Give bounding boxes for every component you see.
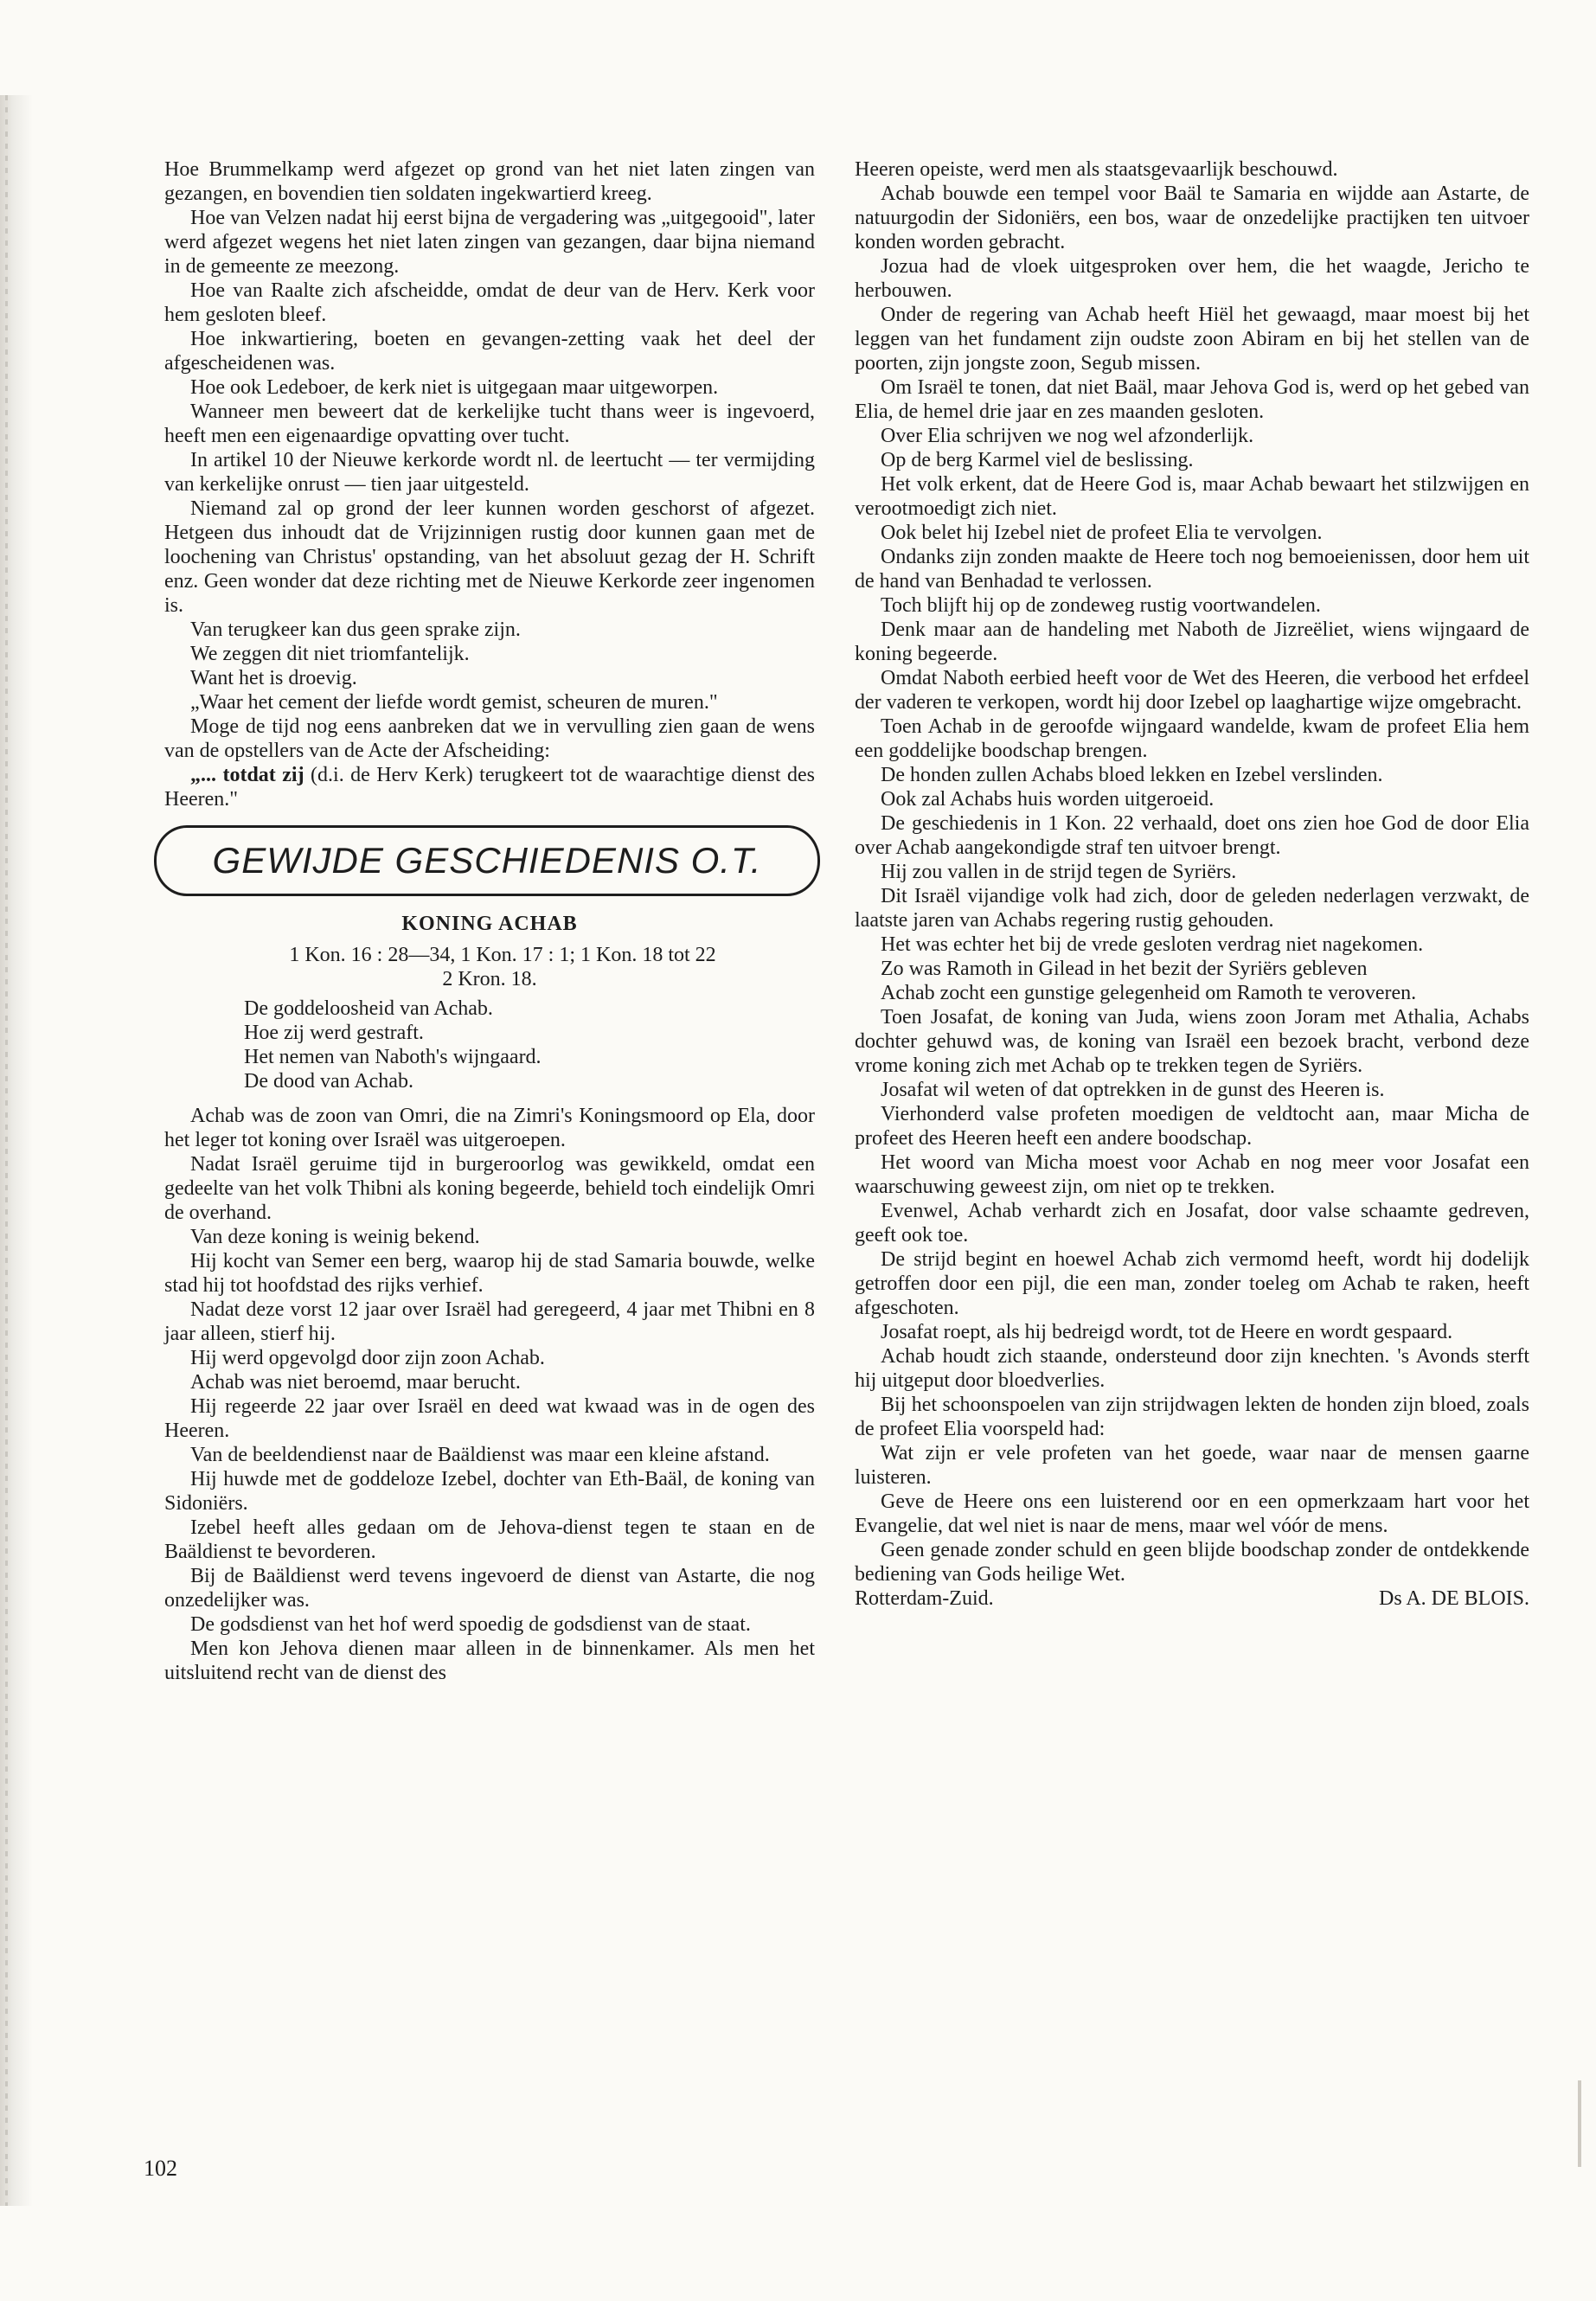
paragraph: Van terugkeer kan dus geen sprake zijn. — [190, 619, 521, 641]
paragraph: Geen genade zonder schuld en geen blijde boodschap zonder de ontdekkende bediening van Gods heilige Wet. — [855, 1539, 1529, 1586]
paragraph: Jozua had de vloek uitgesproken over hem, die het waagde, Jericho te herbouwen. — [855, 255, 1529, 302]
left-column — [164, 157, 815, 1685]
paragraph: Bij de Baäldienst werd tevens ingevoerd de dienst van Astarte, die nog onzedelijker was. — [164, 1565, 815, 1612]
paragraph: Hij zou vallen in de strijd tegen de Syriërs. — [881, 861, 1237, 883]
outline-item: De dood van Achab. — [244, 1070, 413, 1093]
paragraph: Denk maar aan de handeling met Naboth de Jizreëliet, wiens wijngaard de koning begeerde. — [855, 619, 1529, 665]
acte-quote-bold: „... totdat zij — [190, 764, 304, 786]
paragraph: Hoe Brummelkamp werd afgezet op grond van het niet laten zingen van gezangen, en bovendien tien soldaten ingekwartierd kreeg. — [164, 158, 815, 205]
paragraph: De geschiedenis in 1 Kon. 22 verhaald, doet ons zien hoe God de door Elia over Achab aangekondigde straf ten uitvoer brengt. — [855, 812, 1529, 859]
left-column-bottom-text — [164, 1104, 815, 1685]
paragraph: Hij huwde met de goddeloze Izebel, dochter van Eth-Baäl, de koning van Sidoniërs. — [164, 1468, 815, 1515]
paragraph: Hoe van Velzen nadat hij eerst bijna de vergadering was „uitgegooid", later werd afgezet wegens het niet laten zingen van gezangen, daar bijna niemand in de gemeente ze meezong. — [164, 207, 815, 278]
paragraph: Niemand zal op grond der leer kunnen worden geschorst of afgezet. Hetgeen dus inhoudt dat de Vrijzinnigen rustig door kunnen gaan met de loochening van Christus' opstanding, van het absoluut gezag der H. Schrift enz. Geen wonder dat deze richting met de Nieuwe Kerkorde zeer ingenomen is. — [164, 497, 815, 617]
paragraph: Van de beeldendienst naar de Baäldienst was maar een kleine afstand. — [190, 1444, 770, 1466]
paragraph: Nadat Israël geruime tijd in burgeroorlog was gewikkeld, omdat een gedeelte van het volk Thibni als koning begeerde, behield toch eindelijk Omri de overhand. — [164, 1153, 815, 1224]
scan-edge-mark — [1578, 2080, 1581, 2167]
paragraph: Over Elia schrijven we nog wel afzonderlijk. — [881, 425, 1254, 447]
signature-place: Rotterdam-Zuid. — [855, 1587, 994, 1610]
acte-quote — [164, 763, 815, 811]
scanned-page-edge — [0, 95, 33, 2206]
paragraph: De strijd begint en hoewel Achab zich vermomd heeft, wordt hij dodelijk getroffen door een pijl, die een man, zonder toeleg om Achab te raken, heeft afgeschoten. — [855, 1248, 1529, 1319]
paragraph: Moge de tijd nog eens aanbreken dat we in vervulling zien gaan de wens van de opstellers van de Acte der Afscheiding: — [164, 715, 815, 762]
paragraph: Van deze koning is weinig bekend. — [190, 1226, 480, 1248]
paragraph: Achab houdt zich staande, ondersteund door zijn knechten. 's Avonds sterft hij uitgeput door bloedverlies. — [855, 1345, 1529, 1392]
section-banner: GEWIJDE GESCHIEDENIS O.T. — [154, 825, 820, 896]
paragraph: Dit Israël vijandige volk had zich, door de geleden nederlagen verzwakt, de laatste jaren van Achabs regering rustig gehouden. — [855, 885, 1529, 932]
paragraph: Ook belet hij Izebel niet de profeet Elia te vervolgen. — [881, 522, 1323, 544]
signature — [855, 1586, 1529, 1611]
paragraph: Het woord van Micha moest voor Achab en nog meer voor Josafat een waarschuwing geweest zijn, om niet op te trekken. — [855, 1151, 1529, 1198]
paragraph: Bij het schoonspoelen van zijn strijdwagen lekten de honden zijn bloed, zoals de profeet Elia voorspeld had: — [855, 1394, 1529, 1440]
paragraph: Hoe ook Ledeboer, de kerk niet is uitgegaan maar uitgeworpen. — [190, 376, 719, 399]
article-outline — [244, 997, 815, 1093]
paragraph: Achab zocht een gunstige gelegenheid om Ramoth te veroveren. — [881, 982, 1417, 1004]
paragraph: Geve de Heere ons een luisterend oor en een opmerkzaam hart voor het Evangelie, dat wel niet is naar de mens, maar wel vóór de mens. — [855, 1490, 1529, 1537]
paragraph: Toch blijft hij op de zondeweg rustig voortwandelen. — [881, 594, 1321, 617]
paragraph: Zo was Ramoth in Gilead in het bezit der Syriërs gebleven — [881, 958, 1368, 980]
paragraph: Ondanks zijn zonden maakte de Heere toch nog bemoeienissen, door hem uit de hand van Benhadad te verlossen. — [855, 546, 1529, 593]
paragraph: Het volk erkent, dat de Heere God is, maar Achab bewaart het stilzwijgen en verootmoedigt zich niet. — [855, 473, 1529, 520]
paragraph: Het was echter het bij de vrede gesloten verdrag niet nagekomen. — [881, 933, 1424, 956]
bible-references-line-2: 2 Kron. 18. — [442, 968, 537, 990]
outline-item: Hoe zij werd gestraft. — [244, 1022, 424, 1044]
paragraph: Evenwel, Achab verhardt zich en Josafat, door valse schaamte gedreven, geeft ook toe. — [855, 1200, 1529, 1247]
article-title: KONING ACHAB — [401, 913, 578, 935]
paragraph: Izebel heeft alles gedaan om de Jehova-dienst tegen te staan en de Baäldienst te bevorderen. — [164, 1516, 815, 1563]
paragraph: Om Israël te tonen, dat niet Baäl, maar Jehova God is, werd op het gebed van Elia, de hemel drie jaar en zes maanden gesloten. — [855, 376, 1529, 423]
acte-quote-rest: (d.i. de Herv Kerk) terugkeert tot de waarachtige dienst des Heeren." — [164, 764, 816, 811]
paragraph: Ook zal Achabs huis worden uitgeroeid. — [881, 788, 1215, 811]
paragraph: Toen Achab in de geroofde wijngaard wandelde, kwam de profeet Elia hem een goddelijke boodschap brengen. — [855, 715, 1529, 762]
paragraph: Op de berg Karmel viel de beslissing. — [881, 449, 1194, 471]
paragraph: Wanneer men beweert dat de kerkelijke tucht thans weer is ingevoerd, heeft men een eigenaardige opvatting over tucht. — [164, 401, 815, 447]
paragraph: Men kon Jehova dienen maar alleen in de binnenkamer. Als men het uitsluitend recht van de dienst des — [164, 1638, 815, 1684]
outline-item: De goddeloosheid van Achab. — [244, 997, 493, 1020]
paragraph: Hoe inkwartiering, boeten en gevangen-zetting vaak het deel der afgescheidenen was. — [164, 328, 815, 375]
paragraph: Wat zijn er vele profeten van het goede, waar naar de mensen gaarne luisteren. — [855, 1442, 1529, 1489]
outline-item: Het nemen van Naboth's wijngaard. — [244, 1046, 542, 1068]
paragraph: Vierhonderd valse profeten moedigen de veldtocht aan, maar Micha de profeet des Heeren heeft een andere boodschap. — [855, 1103, 1529, 1150]
paragraph: In artikel 10 der Nieuwe kerkorde wordt nl. de leertucht — ter vermijding van kerkelijke onrust — tien jaar uitgesteld. — [164, 449, 815, 496]
paragraph: Achab was de zoon van Omri, die na Zimri's Koningsmoord op Ela, door het leger tot koning over Israël was uitgeroepen. — [164, 1105, 815, 1151]
paragraph: Heeren opeiste, werd men als staatsgevaarlijk beschouwd. — [855, 158, 1338, 181]
paragraph: De honden zullen Achabs bloed lekken en Izebel verslinden. — [881, 764, 1383, 786]
paragraph: We zeggen dit niet triomfantelijk. — [190, 643, 470, 665]
signature-author: Ds A. DE BLOIS. — [1378, 1587, 1529, 1610]
right-column — [855, 157, 1529, 1611]
paragraph: Hoe van Raalte zich afscheidde, omdat de deur van de Herv. Kerk voor hem gesloten bleef. — [164, 279, 815, 326]
paragraph: Omdat Naboth eerbied heeft voor de Wet des Heeren, die verbood het erfdeel der vaderen te verkopen, wordt hij door Izebel op laaghartige wijze omgebracht. — [855, 667, 1529, 714]
paragraph: Josafat roept, als hij bedreigd wordt, tot de Heere en wordt gespaard. — [881, 1321, 1453, 1343]
paragraph: „Waar het cement der liefde wordt gemist, scheuren de muren." — [190, 691, 718, 714]
left-column-top-text — [164, 157, 815, 811]
paragraph: Achab bouwde een tempel voor Baäl te Samaria en wijdde aan Astarte, de natuurgodin der Sidoniërs, een bos, waar de onzedelijke practijken ten uitvoer konden worden gebracht. — [855, 183, 1529, 253]
bible-references-line-1: 1 Kon. 16 : 28—34, 1 Kon. 17 : 1; 1 Kon. 18 tot 22 — [289, 944, 716, 966]
paragraph: Toen Josafat, de koning van Juda, wiens zoon Joram met Athalia, Achabs dochter gehuwd was, de koning van Israël een bezoek bracht, verbond deze vrome koning zich met Achab op te trekken tegen de Syriërs. — [855, 1006, 1529, 1077]
paragraph: Achab was niet beroemd, maar berucht. — [190, 1371, 521, 1394]
paragraph: De godsdienst van het hof werd spoedig de godsdienst van de staat. — [190, 1613, 751, 1636]
page-number: 102 — [144, 2156, 177, 2181]
paragraph: Want het is droevig. — [190, 667, 357, 689]
paragraph: Hij regeerde 22 jaar over Israël en deed wat kwaad was in de ogen des Heeren. — [164, 1395, 815, 1442]
paragraph: Onder de regering van Achab heeft Hiël het gewaagd, maar moest bij het leggen van het fundament zijn oudste zoon Abiram en bij het stellen van de poorten, zijn jongste zoon, Segub missen. — [855, 304, 1529, 375]
paragraph: Hij kocht van Semer een berg, waarop hij de stad Samaria bouwde, welke stad hij tot hoofdstad des rijks verhief. — [164, 1250, 815, 1297]
paragraph: Nadat deze vorst 12 jaar over Israël had geregeerd, 4 jaar met Thibni en 8 jaar alleen, stierf hij. — [164, 1298, 815, 1345]
paragraph: Josafat wil weten of dat optrekken in de gunst des Heeren is. — [881, 1079, 1385, 1101]
bible-references — [164, 943, 815, 991]
paragraph: Hij werd opgevolgd door zijn zoon Achab. — [190, 1347, 545, 1369]
